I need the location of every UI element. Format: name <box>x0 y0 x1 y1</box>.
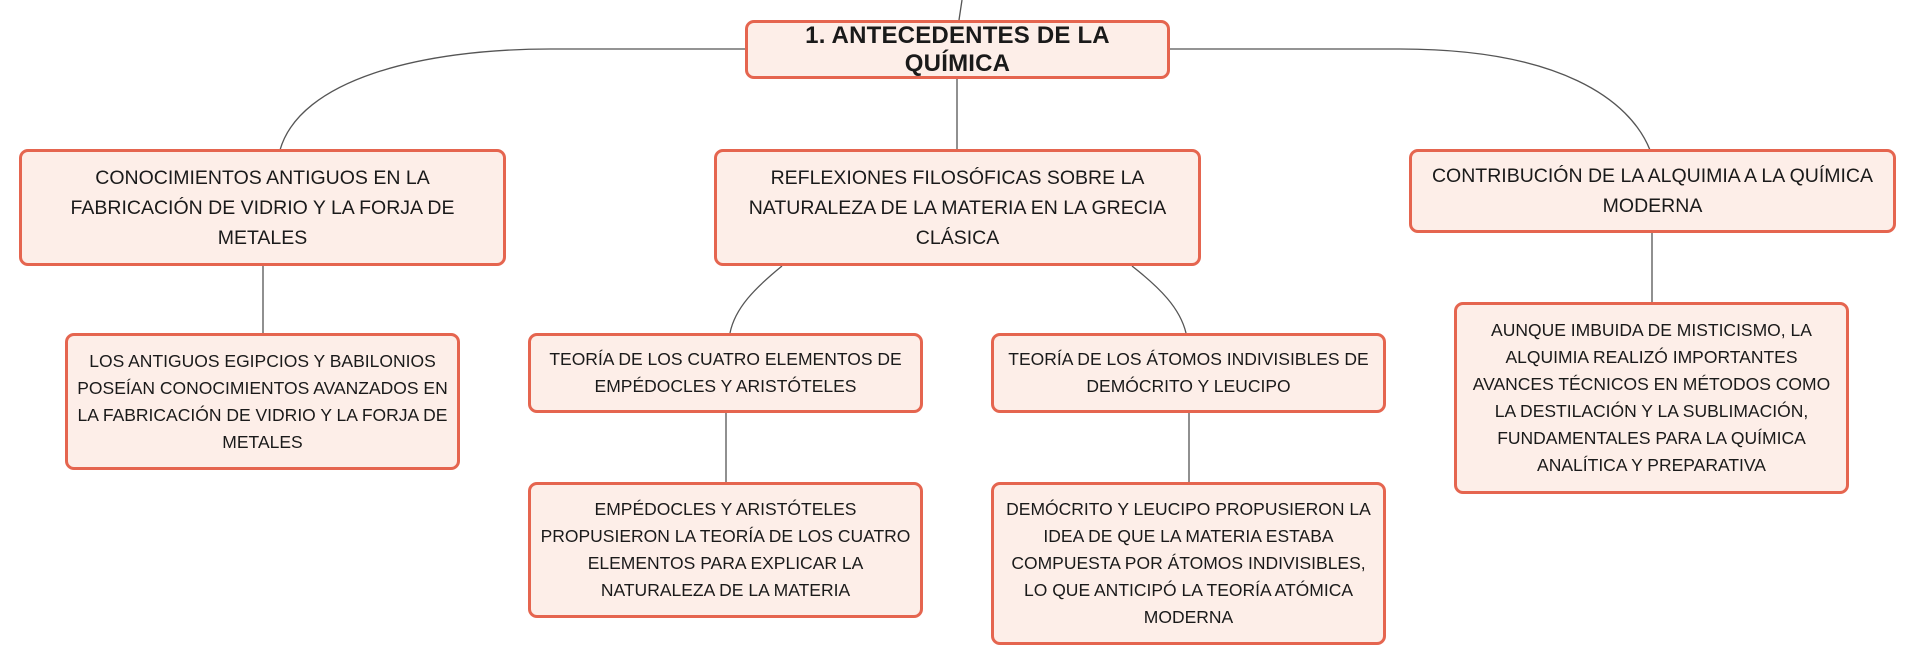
connector-branch-2-to-theory-1 <box>730 266 782 333</box>
subbranch-node-four-elements[interactable] <box>528 333 923 413</box>
connector-root-to-branch-3 <box>1170 49 1650 150</box>
connector-branch-2-to-theory-2 <box>1132 266 1186 333</box>
branch-node-label: CONOCIMIENTOS ANTIGUOS EN LA FABRICACIÓN DE VIDRIO Y LA FORJA DE METALES <box>70 166 455 249</box>
root-node[interactable] <box>745 20 1170 79</box>
subbranch-node-label: TEORÍA DE LOS ÁTOMOS INDIVISIBLES DE DEMÓCRITO Y LEUCIPO <box>1008 349 1369 396</box>
leaf-node-four-elements-detail[interactable] <box>528 482 923 618</box>
leaf-node-egyptians-babylonians[interactable] <box>65 333 460 470</box>
subbranch-node-atoms[interactable] <box>991 333 1386 413</box>
leaf-node-label: AUNQUE IMBUIDA DE MISTICISMO, LA ALQUIMIA REALIZÓ IMPORTANTES AVANCES TÉCNICOS EN MÉTODOS COMO LA DESTILACIÓN Y LA SUBLIMACIÓN, FUNDAMENTALES PARA LA QUÍMICA ANALÍTICA Y PREPARATIVA <box>1472 320 1831 475</box>
branch-node-label: CONTRIBUCIÓN DE LA ALQUIMIA A LA QUÍMICA MODERNA <box>1431 165 1874 217</box>
leaf-node-label: EMPÉDOCLES Y ARISTÓTELES PROPUSIERON LA TEORÍA DE LOS CUATRO ELEMENTOS PARA EXPLICAR LA NATURALEZA DE LA MATERIA <box>540 499 911 600</box>
leaf-node-label: DEMÓCRITO Y LEUCIPO PROPUSIERON LA IDEA DE QUE LA MATERIA ESTABA COMPUESTA POR ÁTOMOS INDIVISIBLES, LO QUE ANTICIPÓ LA TEORÍA ATÓMICA MODERNA <box>1006 499 1371 627</box>
root-node-label: 1. ANTECEDENTES DE LA QUÍMICA <box>805 21 1110 77</box>
branch-node-alchemy[interactable] <box>1409 149 1896 233</box>
connector-root-to-branch-1 <box>280 49 745 150</box>
branch-node-greek-philosophy[interactable] <box>714 149 1201 266</box>
leaf-node-label: LOS ANTIGUOS EGIPCIOS Y BABILONIOS POSEÍAN CONOCIMIENTOS AVANZADOS EN LA FABRICACIÓN DE VIDRIO Y LA FORJA DE METALES <box>77 350 448 452</box>
branch-node-label: REFLEXIONES FILOSÓFICAS SOBRE LA NATURALEZA DE LA MATERIA EN LA GRECIA CLÁSICA <box>748 166 1167 249</box>
leaf-node-alchemy-detail[interactable] <box>1454 302 1849 494</box>
connector-parent-line <box>959 0 962 20</box>
branch-node-ancient-knowledge[interactable] <box>19 149 506 266</box>
subbranch-node-label: TEORÍA DE LOS CUATRO ELEMENTOS DE EMPÉDOCLES Y ARISTÓTELES <box>549 349 902 396</box>
leaf-node-atoms-detail[interactable] <box>991 482 1386 645</box>
